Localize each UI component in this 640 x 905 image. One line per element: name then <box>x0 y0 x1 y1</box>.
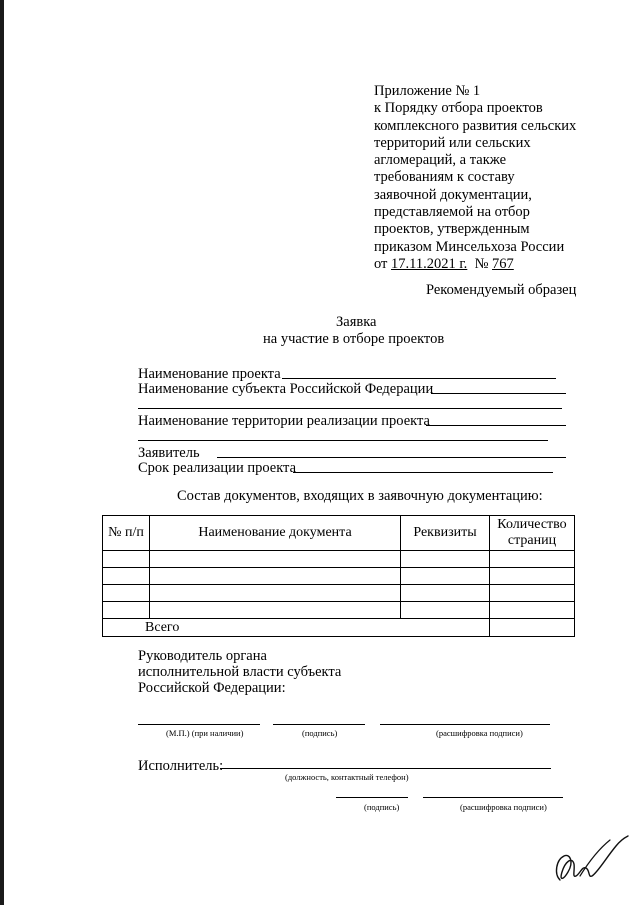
table-cell[interactable] <box>490 551 575 568</box>
table-cell[interactable] <box>401 602 490 619</box>
territory-name-line-2[interactable] <box>138 440 548 441</box>
project-name-label: Наименование проекта <box>138 366 281 382</box>
subject-name-line[interactable] <box>431 393 566 394</box>
appendix-line: заявочной документации, <box>374 186 532 203</box>
appendix-line: Приложение № 1 <box>374 83 481 99</box>
table-cell[interactable] <box>103 568 150 585</box>
table-cell[interactable] <box>490 568 575 585</box>
appendix-line: приказом Минсельхоза России <box>374 238 565 255</box>
recommended-sample-label: Рекомендуемый образец <box>426 282 577 298</box>
term-label: Срок реализации проекта <box>138 460 297 476</box>
table-total-row <box>103 619 575 637</box>
executor-position-line[interactable] <box>220 768 551 769</box>
head-line: исполнительной власти субъекта <box>138 664 342 680</box>
territory-name-label: Наименование территории реализации проекта <box>138 413 430 429</box>
project-name-line[interactable] <box>282 378 556 379</box>
table-cell[interactable] <box>401 585 490 602</box>
subject-name-line-2[interactable] <box>138 408 562 409</box>
table-cell[interactable] <box>103 551 150 568</box>
term-line[interactable] <box>293 472 553 473</box>
appendix-block <box>374 83 576 273</box>
col-header-document: Наименование документа <box>150 516 401 551</box>
table-cell[interactable] <box>103 585 150 602</box>
head-decode-caption: (расшифровка подписи) <box>436 728 523 738</box>
handwritten-signature <box>550 832 630 892</box>
executor-signature-line[interactable] <box>336 797 408 798</box>
table-cell[interactable] <box>401 551 490 568</box>
executor-signature-caption: (подпись) <box>364 802 400 812</box>
appendix-order-line <box>374 256 576 273</box>
applicant-label: Заявитель <box>138 445 200 461</box>
appendix-line: территорий или сельских <box>374 134 531 151</box>
table-header-row <box>103 516 575 551</box>
appendix-line: агломераций, а также <box>374 152 507 169</box>
table-cell[interactable] <box>401 568 490 585</box>
table-cell[interactable] <box>150 585 401 602</box>
table-row <box>103 602 575 619</box>
total-label: Всего <box>103 619 490 637</box>
order-number-sign: № <box>474 255 489 272</box>
page-edge <box>0 0 4 905</box>
table-row <box>103 568 575 585</box>
executor-decode-line[interactable] <box>423 797 563 798</box>
order-date: 17.11.2021 г. <box>391 255 468 272</box>
table-cell[interactable] <box>150 568 401 585</box>
stamp-caption: (М.П.) (при наличии) <box>166 728 244 738</box>
documents-table <box>102 515 575 637</box>
territory-name-line[interactable] <box>426 425 566 426</box>
table-cell[interactable] <box>490 585 575 602</box>
table-cell[interactable] <box>490 602 575 619</box>
table-row <box>103 585 575 602</box>
order-prefix: от <box>374 255 388 272</box>
col-header-pages: Количество страниц <box>490 516 575 551</box>
appendix-line: комплексного развития сельских <box>374 117 577 134</box>
appendix-line: требованиям к составу <box>374 169 515 186</box>
order-number: 767 <box>492 255 514 272</box>
stamp-line[interactable] <box>138 724 260 725</box>
table-cell[interactable] <box>103 602 150 619</box>
docs-heading: Состав документов, входящих в заявочную документацию: <box>177 488 543 504</box>
head-signature-line[interactable] <box>273 724 365 725</box>
col-header-details: Реквизиты <box>401 516 490 551</box>
subject-name-label: Наименование субъекта Российской Федерации <box>138 381 434 397</box>
appendix-line: проектов, утвержденным <box>374 221 530 238</box>
head-line: Руководитель органа <box>138 648 267 664</box>
appendix-line: представляемой на отбор <box>374 204 530 221</box>
applicant-line[interactable] <box>217 457 566 458</box>
document-title: Заявка <box>336 314 377 330</box>
table-cell[interactable] <box>150 551 401 568</box>
head-signature-caption: (подпись) <box>302 728 338 738</box>
appendix-line: к Порядку отбора проектов <box>374 100 543 117</box>
executor-label: Исполнитель: <box>138 758 224 774</box>
head-decode-line[interactable] <box>380 724 550 725</box>
executor-position-caption: (должность, контактный телефон) <box>285 772 409 782</box>
executor-decode-caption: (расшифровка подписи) <box>460 802 547 812</box>
document-subtitle: на участие в отборе проектов <box>263 331 445 347</box>
total-pages-cell[interactable] <box>490 619 575 637</box>
table-row <box>103 551 575 568</box>
head-line: Российской Федерации: <box>138 680 286 696</box>
table-cell[interactable] <box>150 602 401 619</box>
col-header-number: № п/п <box>103 516 150 551</box>
